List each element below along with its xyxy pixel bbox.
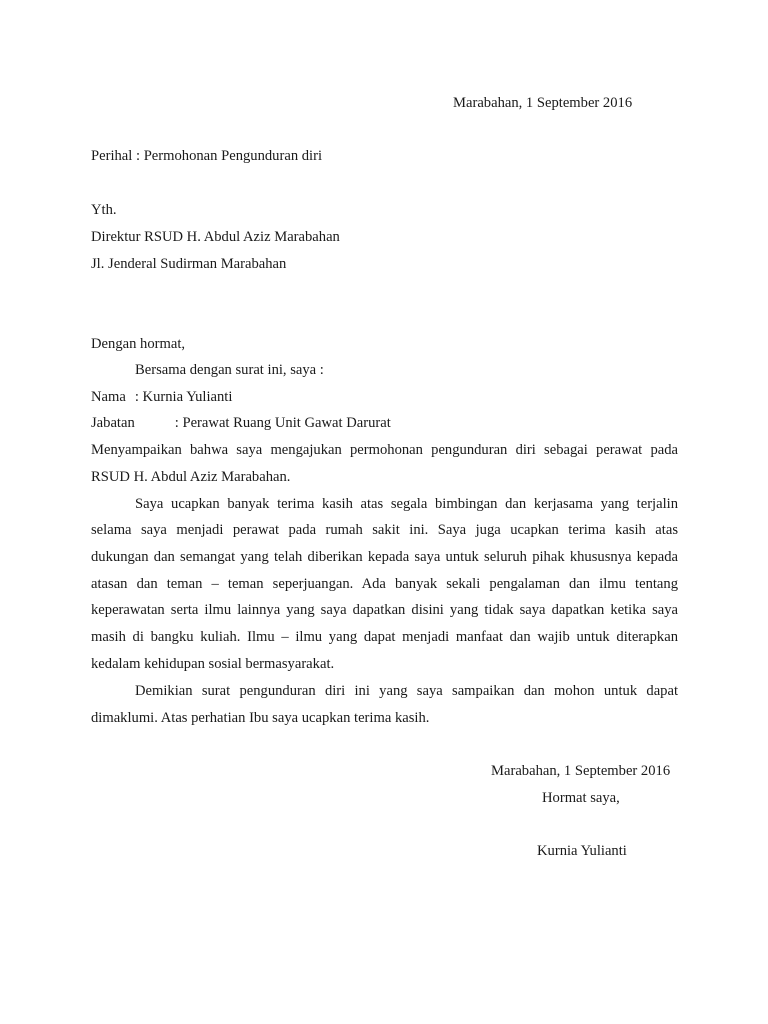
closing-signature: Kurnia Yulianti [537, 843, 627, 859]
paragraph1-line: Menyampaikan bahwa saya mengajukan permohonan pengunduran diri sebagai perawat pada [91, 442, 678, 458]
paragraph2-line: kedalam kehidupan sosial bermasyarakat. [91, 656, 335, 672]
field-position-row [91, 414, 391, 432]
letter-greeting: Dengan hormat, [91, 336, 186, 352]
paragraph2-line: masih di bangku kuliah. Ilmu – ilmu yang dapat menjadi manfaat dan wajib untuk diterapkan [91, 629, 678, 645]
paragraph2-line: atasan dan teman – teman seperjuangan. Ada banyak sekali pengalaman dan ilmu tentang [91, 576, 678, 592]
paragraph2-line: Saya ucapkan banyak terima kasih atas segala bimbingan dan kerjasama yang terjalin [135, 496, 678, 512]
recipient-address: Jl. Jenderal Sudirman Marabahan [91, 256, 287, 272]
field-name-label: Nama [91, 389, 126, 405]
letter-date-top: Marabahan, 1 September 2016 [453, 95, 633, 111]
paragraph2-line: selama saya menjadi perawat pada rumah sakit ini. Saya juga ucapkan terima kasih atas [91, 522, 678, 538]
letter-intro: Bersama dengan surat ini, saya : [135, 362, 324, 378]
recipient-name: Direktur RSUD H. Abdul Aziz Marabahan [91, 229, 340, 245]
field-position-label: Jabatan [91, 415, 135, 431]
paragraph1-line: RSUD H. Abdul Aziz Marabahan. [91, 469, 291, 485]
paragraph3-line: Demikian surat pengunduran diri ini yang saya sampaikan dan mohon untuk dapat [135, 683, 678, 699]
letter-subject: Perihal : Permohonan Pengunduran diri [91, 148, 323, 164]
recipient-salutation: Yth. [91, 202, 117, 218]
paragraph2-line: keperawatan serta ilmu lainnya yang saya dapatkan disini yang tidak saya dapatkan ketika saya [91, 602, 678, 618]
paragraph2-line: dukungan dan semangat yang telah diberikan kepada saya untuk seluruh pihak khususnya kepada [91, 549, 678, 565]
field-name-row [91, 388, 232, 406]
closing-regards: Hormat saya, [542, 790, 620, 806]
paragraph3-line: dimaklumi. Atas perhatian Ibu saya ucapkan terima kasih. [91, 710, 430, 726]
field-position-value: : Perawat Ruang Unit Gawat Darurat [174, 415, 391, 431]
field-name-value: : Kurnia Yulianti [134, 389, 233, 405]
closing-date: Marabahan, 1 September 2016 [491, 763, 671, 779]
